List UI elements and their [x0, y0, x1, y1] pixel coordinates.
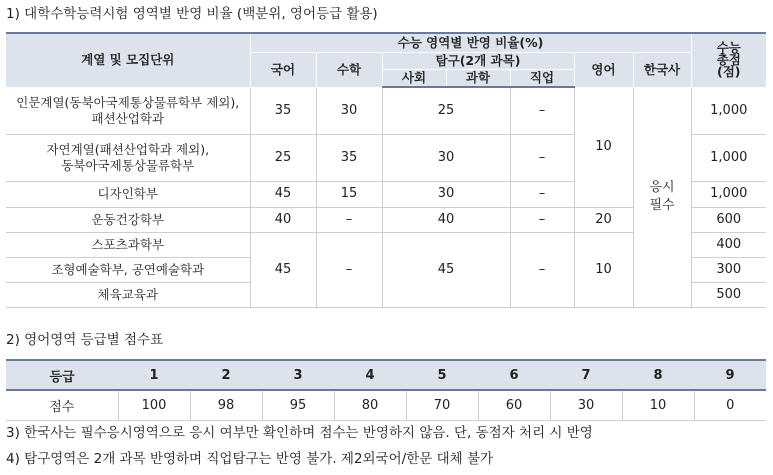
note-4: 4) 탐구영역은 2개 과목 반영하며 직업탐구는 반영 불가. 제2외국어/한문 대체 불가	[6, 451, 494, 467]
row-unit: 자연계열(패션산업학과 제외), 동북아국제통상물류학부	[6, 134, 250, 181]
row-unit: 조형예술학부, 공연예술학과	[6, 257, 250, 282]
score-cell: 95	[262, 390, 334, 420]
table-row	[6, 87, 766, 134]
grade-header: 9	[694, 360, 766, 390]
group-b-english: 10	[574, 232, 633, 307]
row-total: 300	[691, 257, 766, 282]
group-b-vocational: –	[510, 232, 574, 307]
header-total: 수능 총점 (점)	[691, 33, 766, 87]
row-unit: 디자인학부	[6, 181, 250, 207]
grade-header: 3	[262, 360, 334, 390]
group-b-inquiry: 45	[382, 232, 510, 307]
row-korean: 35	[250, 87, 316, 134]
header-math: 수학	[316, 52, 382, 87]
row-math: 15	[316, 181, 382, 207]
row-vocational: –	[510, 134, 574, 181]
score-cell: 70	[406, 390, 478, 420]
group-b-math: –	[316, 232, 382, 307]
score-cell: 80	[334, 390, 406, 420]
header-history: 한국사	[633, 52, 691, 87]
group-b-korean: 45	[250, 232, 316, 307]
row-inquiry: 30	[382, 181, 510, 207]
row-unit: 체육교육과	[6, 282, 250, 307]
grade-header: 2	[190, 360, 262, 390]
grade-header: 5	[406, 360, 478, 390]
grade-header: 6	[478, 360, 550, 390]
grade-header: 8	[622, 360, 694, 390]
header-unit: 계열 및 모집단위	[6, 33, 250, 87]
row-english: 20	[574, 207, 633, 232]
score-cell: 100	[118, 390, 190, 420]
row-korean: 45	[250, 181, 316, 207]
english-group-a: 10	[574, 87, 633, 207]
header-inquiry: 탐구(2개 과목)	[382, 52, 574, 69]
grade-header-label: 등급	[6, 360, 118, 390]
score-label: 점수	[6, 390, 118, 420]
grade-header: 7	[550, 360, 622, 390]
row-math: 30	[316, 87, 382, 134]
header-vocational: 직업	[510, 69, 574, 87]
grade-header: 1	[118, 360, 190, 390]
row-total: 1,000	[691, 87, 766, 134]
ratio-table	[6, 32, 766, 308]
row-total: 400	[691, 232, 766, 257]
row-total: 1,000	[691, 181, 766, 207]
score-cell: 30	[550, 390, 622, 420]
row-unit: 운동건강학부	[6, 207, 250, 232]
score-cell: 0	[694, 390, 766, 420]
row-korean: 25	[250, 134, 316, 181]
score-cell: 60	[478, 390, 550, 420]
row-inquiry: 40	[382, 207, 510, 232]
row-inquiry: 25	[382, 87, 510, 134]
row-unit: 인문계열(동북아국제통상물류학부 제외), 패션산업학과	[6, 87, 250, 134]
row-unit: 스포츠과학부	[6, 232, 250, 257]
row-total: 500	[691, 282, 766, 307]
table-row	[6, 390, 766, 420]
row-vocational: –	[510, 207, 574, 232]
section2-title: 2) 영어영역 등급별 점수표	[6, 332, 164, 348]
header-english: 영어	[574, 52, 633, 87]
note-3: 3) 한국사는 필수응시영역으로 응시 여부만 확인하며 점수는 반영하지 않음. 단, 동점자 처리 시 반영	[6, 425, 593, 441]
row-vocational: –	[510, 181, 574, 207]
header-social: 사회	[382, 69, 446, 87]
header-science: 과학	[446, 69, 510, 87]
row-total: 600	[691, 207, 766, 232]
header-ratio: 수능 영역별 반영 비율(%)	[250, 33, 691, 52]
row-math: –	[316, 207, 382, 232]
row-inquiry: 30	[382, 134, 510, 181]
row-total: 1,000	[691, 134, 766, 181]
section1-title: 1) 대학수학능력시험 영역별 반영 비율 (백분위, 영어등급 활용)	[6, 6, 378, 22]
score-cell: 98	[190, 390, 262, 420]
history-required: 응시 필수	[633, 87, 691, 307]
row-math: 35	[316, 134, 382, 181]
grade-table	[6, 359, 766, 421]
header-korean: 국어	[250, 52, 316, 87]
row-vocational: –	[510, 87, 574, 134]
score-cell: 10	[622, 390, 694, 420]
grade-header: 4	[334, 360, 406, 390]
row-korean: 40	[250, 207, 316, 232]
